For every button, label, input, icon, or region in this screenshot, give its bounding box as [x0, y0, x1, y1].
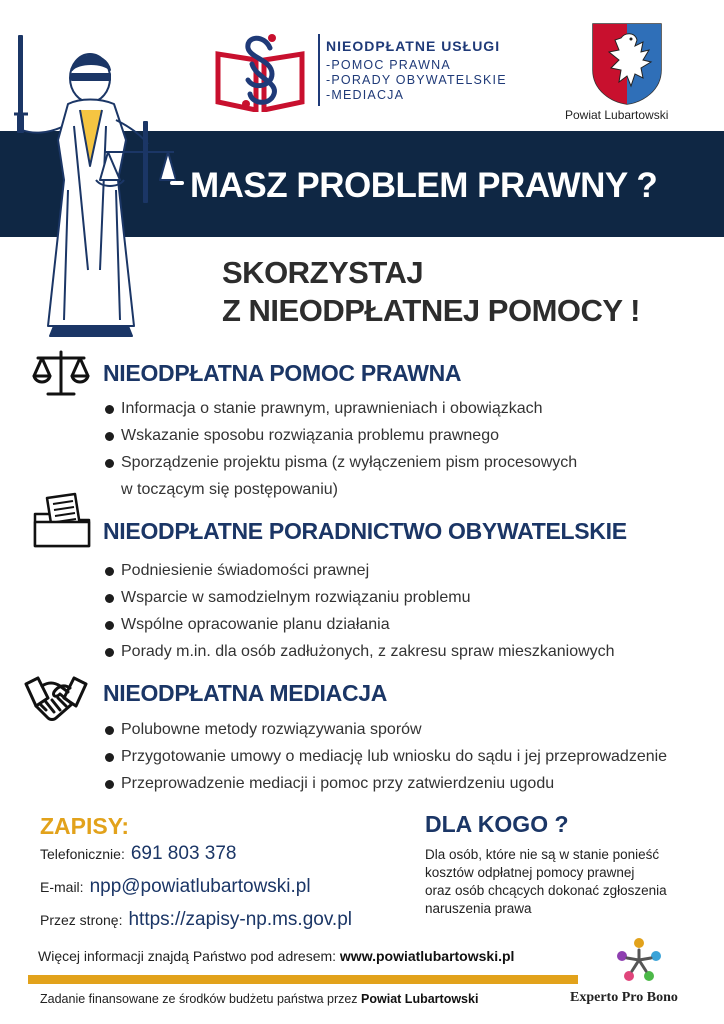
web-label: Przez stronę: — [40, 912, 123, 928]
audience-description — [425, 846, 710, 918]
list-item — [103, 449, 577, 503]
list-item: Podniesienie świadomości prawnej — [103, 557, 615, 584]
county-coat-of-arms-icon — [591, 22, 663, 106]
more-info-link[interactable]: www.powiatlubartowski.pl — [339, 948, 515, 964]
logo-divider — [318, 34, 320, 106]
email-contact — [40, 876, 311, 898]
audience-line: naruszenia prawa — [425, 901, 532, 916]
list-item: Informacja o stanie prawnym, uprawnieniach i obowiązkach — [103, 395, 577, 422]
paragraph-book-icon — [212, 30, 308, 112]
audience-title: DLA KOGO ? — [425, 811, 569, 837]
funding-note — [40, 992, 478, 1006]
section-title-civic-advice: NIEODPŁATNE PORADNICTWO OBYWATELSKIE — [103, 518, 627, 544]
section-title-mediation: NIEODPŁATNA MEDIACJA — [103, 680, 388, 706]
service-logo — [212, 26, 532, 116]
registration-title: ZAPISY: — [40, 813, 130, 839]
mediation-list — [103, 716, 667, 797]
list-item: Przeprowadzenie mediacji i pomoc przy zatwierdzeniu ugodu — [103, 770, 667, 797]
more-info-text: Więcej informacji znajdą Państwo pod adresem: — [38, 948, 337, 964]
logo-service-line: -POMOC PRAWNA — [326, 58, 451, 72]
list-item: Wsparcie w samodzielnym rozwiązaniu problemu — [103, 584, 615, 611]
document-folder-icon — [33, 492, 91, 548]
list-item: Wskazanie sposobu rozwiązania problemu prawnego — [103, 422, 577, 449]
subtitle-line: Z NIEODPŁATNEJ POMOCY ! — [222, 293, 640, 328]
web-link[interactable]: https://zapisy-np.ms.gov.pl — [128, 909, 353, 930]
phone-contact — [40, 843, 237, 865]
list-item: Wspólne opracowanie planu działania — [103, 611, 615, 638]
subtitle — [222, 254, 640, 330]
partner-name: Experto Pro Bono — [570, 990, 678, 1005]
section-title-legal-aid: NIEODPŁATNA POMOC PRAWNA — [103, 360, 462, 386]
list-item: Przygotowanie umowy o mediację lub wniosku do sądu i jej przeprowadzenie — [103, 743, 667, 770]
subtitle-line: SKORZYSTAJ — [222, 255, 424, 290]
footer-accent-bar — [28, 975, 578, 984]
handshake-icon — [24, 674, 88, 726]
web-contact — [40, 909, 352, 931]
audience-line: oraz osób chcących dokonać zgłoszenia — [425, 883, 667, 898]
email-label: E-mail: — [40, 879, 84, 895]
logo-title: NIEODPŁATNE USŁUGI — [326, 38, 501, 54]
list-item: Polubowne metody rozwiązywania sporów — [103, 716, 667, 743]
phone-label: Telefonicznie: — [40, 846, 125, 862]
more-info — [38, 948, 514, 964]
legal-aid-list — [103, 395, 577, 503]
audience-line: Dla osób, które nie są w stanie ponieść — [425, 847, 660, 862]
list-item-continuation: w toczącym się postępowaniu) — [121, 481, 338, 498]
funding-text: Zadanie finansowane ze środków budżetu państwa przez — [40, 992, 358, 1006]
logo-service-line: -MEDIACJA — [326, 88, 405, 102]
list-item-text: Sporządzenie projektu pisma (z wyłączeniem pism procesowych — [121, 454, 578, 471]
experto-pro-bono-logo-icon — [615, 936, 663, 984]
logo-service-list — [326, 58, 507, 103]
email-link[interactable]: npp@powiatlubartowski.pl — [89, 876, 311, 897]
lady-justice-icon — [8, 30, 176, 342]
scales-icon — [32, 348, 90, 398]
list-item: Porady m.in. dla osób zadłużonych, z zakresu spraw mieszkaniowych — [103, 638, 615, 665]
funding-entity: Powiat Lubartowski — [361, 992, 479, 1006]
audience-line: kosztów odpłatnej pomocy prawnej — [425, 865, 635, 880]
logo-service-line: -PORADY OBYWATELSKIE — [326, 73, 507, 87]
banner-title: MASZ PROBLEM PRAWNY ? — [190, 166, 658, 205]
civic-advice-list — [103, 557, 615, 665]
phone-number[interactable]: 691 803 378 — [130, 843, 237, 864]
county-label: Powiat Lubartowski — [565, 108, 669, 122]
